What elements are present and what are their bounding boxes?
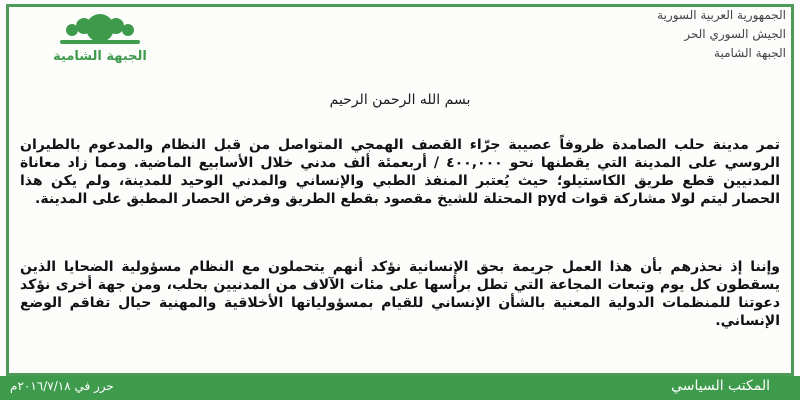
logo-text: الجبهة الشامية [53, 49, 147, 64]
header-institution [657, 6, 786, 63]
header-line-country: الجمهورية العربية السورية [657, 8, 786, 22]
basmala: بسم الله الرحمن الرحيم [329, 92, 471, 108]
al-jabha-al-shamiya-logo [40, 8, 160, 68]
logo-emblem [40, 8, 160, 68]
paragraph-2: وإننا إذ نحذرهم بأن هذا العمل جريمة بحق الإنسانية نؤكد أنهم يتحملون مع النظام مسؤولية الضحايا الذين يسقطون كل يوم وتبعات المجاعة التي تطل برأسها على مئات الآلاف من المدنيين بحلب، ومن جهة أخرى نؤكد دعوتنا للمنظمات الدولية المعنية بالشأن الإنساني للقيام بمسؤولياتها الأخلاقية والمهنية حيال تفاقم الوضع الإنساني. [20, 259, 780, 329]
paragraph-1: تمر مدينة حلب الصامدة ظروفاً عصيبة جرّاء القصف الهمجي المتواصل من قبل النظام والمدعوم بالطيران الروسي على المدينة التي يقطنها نحو ٤٠٠,٠٠٠ / أربعمئة ألف مدني خلال الأسابيع الماضية. ومما زاد معاناة المدنيين قطع طريق الكاستيلو؛ حيث يُعتبر المنفذ الطبي والإنساني والمدني الوحيد للمدينة، ولم يكن هذا الحصار ليتم لولا مشاركة قوات pyd المحتلة للشيخ مقصود بقطع الطريق وفرض الحصار المطبق على المدينة. [20, 137, 780, 207]
footer-date: حرر في ٢٠١٦/٧/١٨م [10, 379, 114, 393]
header-line-front: الجبهة الشامية [714, 46, 786, 60]
header-line-army: الجيش السوري الحر [684, 27, 786, 41]
footer-signature: المكتب السياسي [671, 378, 770, 394]
footer-bar [0, 376, 800, 400]
